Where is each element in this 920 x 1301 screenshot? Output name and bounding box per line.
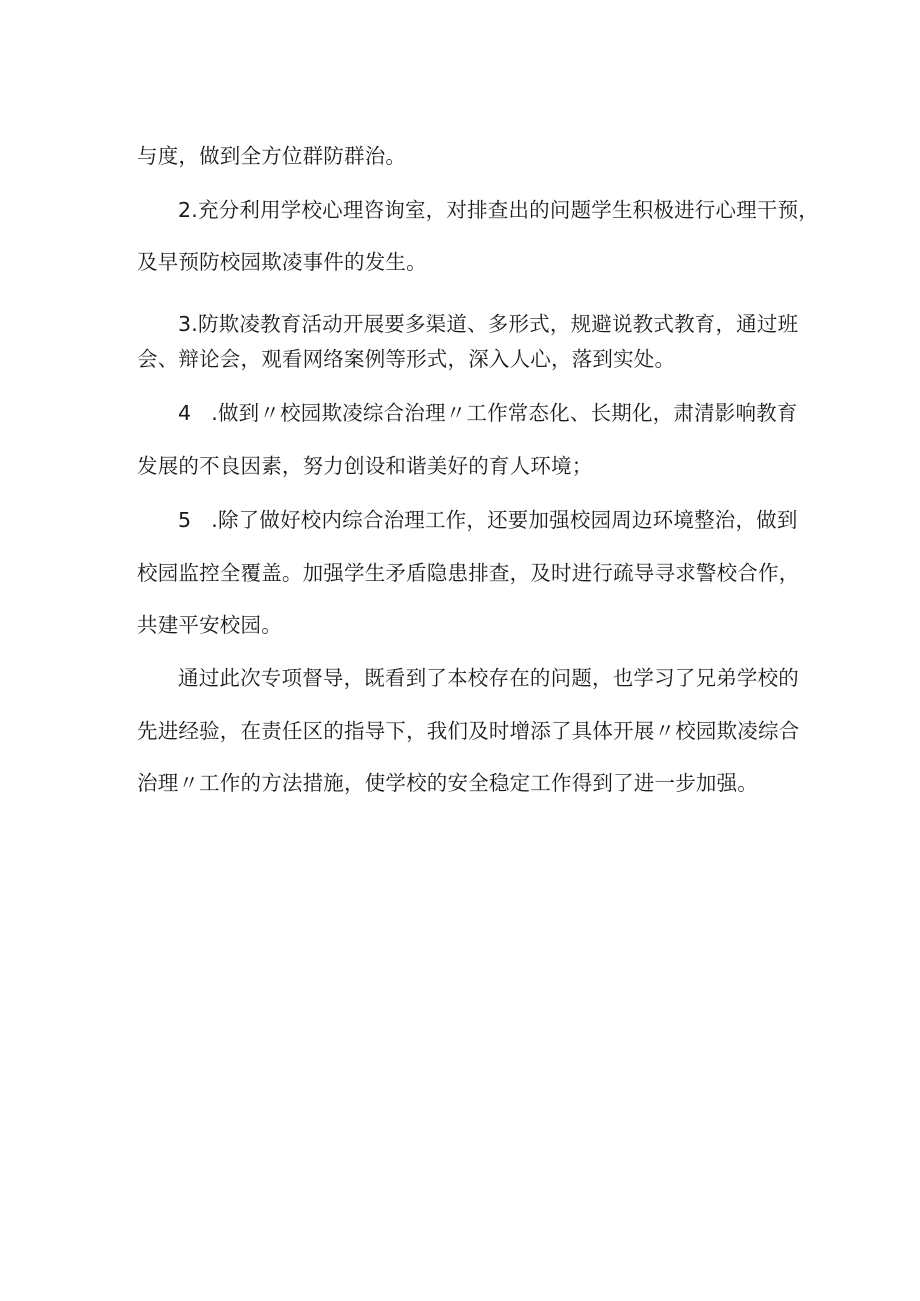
conclusion-text: 治理〃工作的方法措施，使学校的安全稳定工作得到了进一步加强。 [137, 771, 758, 795]
item-text: 校园监控全覆盖。加强学生矛盾隐患排查，及时进行疏导寻求警校合作， [137, 561, 800, 585]
item-separator: . [211, 508, 218, 532]
paragraph-continuation [137, 143, 406, 169]
conclusion-text: 先进经验，在责任区的指导下，我们及时增添了具体开展〃校园欺凌综合 [137, 719, 800, 743]
conclusion-text: 通过此次专项督导，既看到了本校存在的问题，也学习了兄弟学校的 [178, 666, 799, 690]
item-text: 共建平安校园。 [137, 613, 282, 637]
item-text: 充分利用学校心理咨询室，对排查出的问题学生积极进行心理干预， [197, 198, 819, 222]
list-item-3-line-2 [137, 346, 675, 372]
paragraph-text: 与度，做到全方位群防群治。 [137, 144, 407, 168]
item-number: 2 [178, 198, 192, 222]
list-item-5-line-2 [137, 560, 799, 586]
item-number: 3 [178, 312, 192, 336]
list-item-3-line-1 [178, 311, 798, 337]
item-text: 发展的不良因素，努力创设和谐美好的育人环境； [137, 454, 593, 478]
list-item-5-line-1 [178, 507, 798, 533]
list-item-4-line-2 [137, 453, 592, 479]
item-separator: . [211, 401, 218, 425]
item-text: 防欺凌教育活动开展要多渠道、多形式，规避说教式教育，通过班 [197, 312, 799, 336]
item-number: 5 [178, 508, 192, 532]
item-number: 4 [178, 401, 192, 425]
item-separator: . [191, 198, 198, 222]
list-item-4-line-1 [178, 400, 798, 426]
conclusion-line-3 [137, 770, 758, 796]
list-item-2-line-1 [178, 197, 819, 223]
conclusion-line-2 [137, 718, 799, 744]
item-separator: . [191, 312, 198, 336]
list-item-5-line-3 [137, 612, 282, 638]
item-text: 会、辩论会，观看网络案例等形式，深入人心，落到实处。 [137, 347, 676, 371]
item-text: 及早预防校园欺凌事件的发生。 [137, 250, 427, 274]
conclusion-line-1 [178, 665, 799, 691]
list-item-2-line-2 [137, 249, 427, 275]
item-text: 除了做好校内综合治理工作，还要加强校园周边环境整治，做到 [217, 508, 798, 532]
item-text: 做到〃校园欺凌综合治理〃工作常态化、长期化，肃清影响教育 [217, 401, 798, 425]
